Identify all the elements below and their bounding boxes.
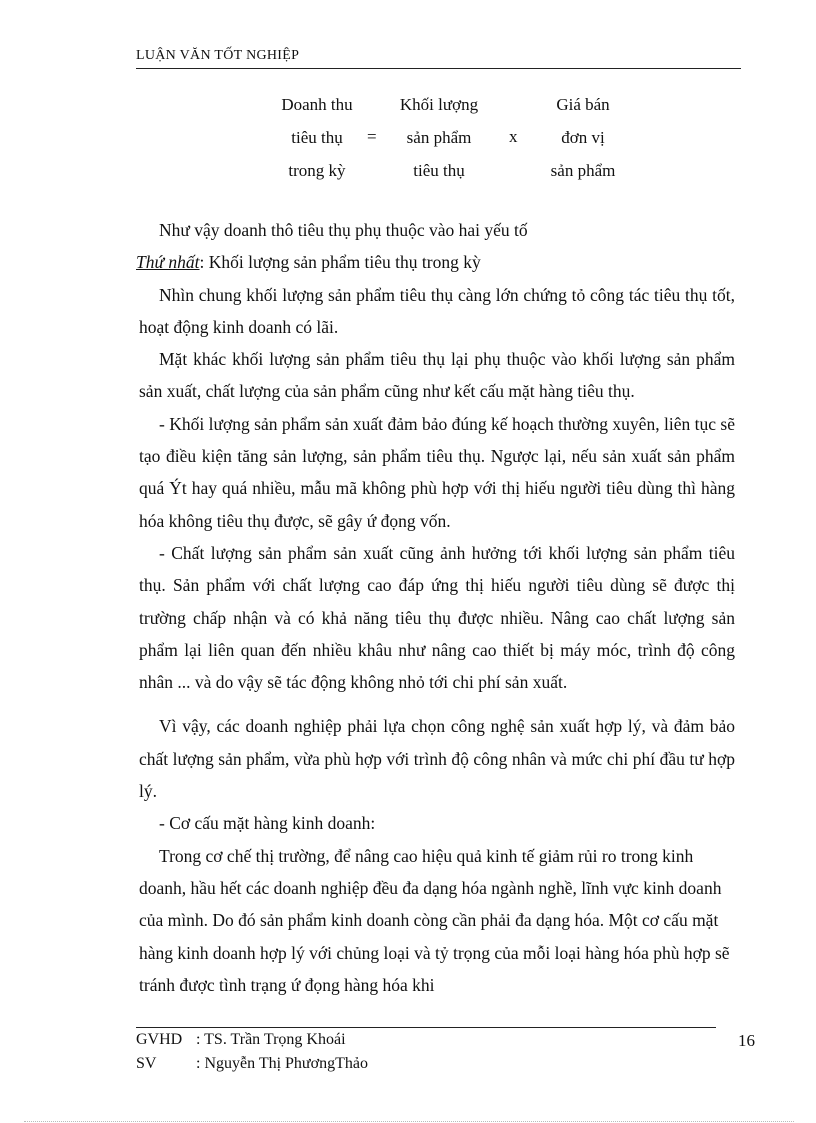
formula-term1-line: Khối lượng <box>399 95 479 114</box>
paragraph: Trong cơ chế thị trường, để nâng cao hiệu quả kinh tế giảm rủi ro trong kinh doanh, hầu hết các doanh nghiệp đều đa dạng hóa ngành nghề, lĩnh vực kinh doanh của mình. Do đó sản phẩm kinh doanh còng cần phải đa dạng hóa. Một cơ cấu mặt hàng kinh doanh hợp lý với chủng loại và tỷ trọng của mỗi loại hàng hóa phù hợp sẽ tránh được tình trạng ứ đọng hàng hóa khi <box>139 845 730 995</box>
paragraph: - Cơ cấu mặt hàng kinh doanh: <box>159 813 376 834</box>
formula-times: x <box>509 127 518 146</box>
formula-term2-line: sản phẩm <box>550 161 616 180</box>
formula-lhs-line: trong kỳ <box>288 161 346 180</box>
paragraph: Mặt khác khối lượng sản phẩm tiêu thụ lại phụ thuộc vào khối lượng sản phẩm sản xuất, chất lượng của sản phẩm cũng như kết cấu mặt hàng tiêu thụ. <box>139 349 735 402</box>
page-number: 16 <box>738 1031 755 1050</box>
body-text <box>136 214 735 1001</box>
student-label: SV <box>136 1055 157 1072</box>
first-factor-label: Thứ nhất <box>136 252 200 273</box>
paragraph: Vì vậy, các doanh nghiệp phải lựa chọn công nghệ sản xuất hợp lý, và đảm bảo chất lượng sản phẩm, vừa phù hợp với trình độ công nhân và mức chi phí đầu tư hợp lý. <box>139 716 735 802</box>
formula-term2 <box>528 94 638 193</box>
footer-student <box>136 1055 368 1073</box>
formula-term1-line: sản phẩm <box>406 128 472 147</box>
revenue-formula <box>0 94 816 194</box>
advisor-value: : TS. Trần Trọng Khoái <box>196 1031 346 1048</box>
formula-lhs <box>262 94 372 193</box>
footer-advisor <box>136 1031 346 1049</box>
paragraph: - Khối lượng sản phẩm sản xuất đảm bảo đúng kế hoạch thường xuyên, liên tục sẽ tạo điều kiện tăng sản lượng, sản phẩm tiêu thụ. Ngược lại, nếu sản xuất sản phẩm quá Ýt hay quá nhiều, mẫu mã không phù hợp với thị hiếu người tiêu dùng thì hàng hóa không tiêu thụ được, sẽ gây ứ đọng vốn. <box>139 413 735 531</box>
advisor-label: GVHD <box>136 1031 183 1048</box>
page-bottom-edge <box>24 1121 794 1122</box>
formula-lhs-line: Doanh thu <box>281 95 353 114</box>
formula-term2-line: đơn vị <box>561 128 605 147</box>
header-title: LUẬN VĂN TỐT NGHIỆP <box>136 48 300 63</box>
formula-term1 <box>384 94 494 193</box>
formula-term2-line: Giá bán <box>556 95 610 114</box>
intro-paragraph: Như vậy doanh thô tiêu thụ phụ thuộc vào hai yếu tố <box>159 220 528 240</box>
first-factor-text: : Khối lượng sản phẩm tiêu thụ trong kỳ <box>199 252 481 273</box>
formula-term1-line: tiêu thụ <box>413 161 465 180</box>
formula-equals: = <box>367 127 377 146</box>
paragraph: Nhìn chung khối lượng sản phẩm tiêu thụ càng lớn chứng tỏ công tác tiêu thụ tốt, hoạt động kinh doanh có lãi. <box>139 284 735 337</box>
formula-lhs-line: tiêu thụ <box>291 128 343 147</box>
paragraph: - Chất lượng sản phẩm sản xuất cũng ảnh hưởng tới khối lượng sản phẩm tiêu thụ. Sản phẩm với chất lượng cao đáp ứng thị hiếu người tiêu dùng sẽ được thị trường chấp nhận và có khả năng tiêu thụ được nhiều. Nâng cao chất lượng sản phẩm lại liên quan đến nhiều khâu như nâng cao thiết bị máy móc, trình độ công nhân ... và do vậy sẽ tác động không nhỏ tới chi phí sản xuất. <box>139 542 735 693</box>
header-divider <box>136 68 741 69</box>
student-value: : Nguyễn Thị PhươngThảo <box>196 1055 368 1072</box>
paragraph-gap <box>139 698 735 710</box>
footer-divider <box>136 1027 716 1028</box>
first-factor-heading <box>136 246 735 278</box>
